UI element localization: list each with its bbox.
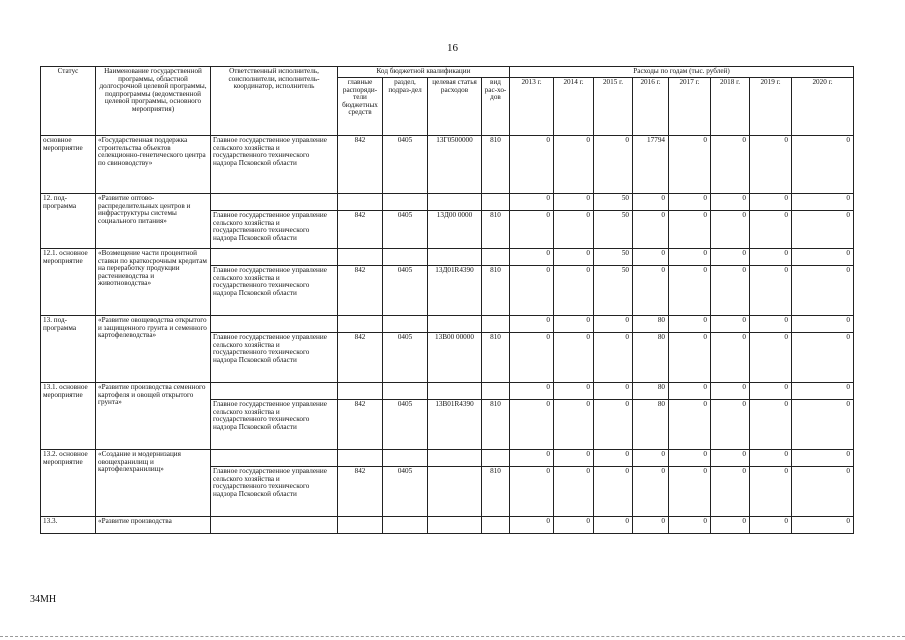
target-cell: 13В01R4390 xyxy=(428,400,482,450)
expense-cell: 0 xyxy=(792,266,854,316)
expense-cell: 0 xyxy=(594,450,633,467)
type-cell: 810 xyxy=(482,400,510,450)
expense-cell: 0 xyxy=(554,450,594,467)
expense-cell: 0 xyxy=(594,517,633,534)
expense-cell: 0 xyxy=(669,467,711,517)
status-cell: 12.1. основное мероприятие xyxy=(41,249,96,316)
target-cell xyxy=(428,249,482,266)
program-name-cell: «Возмещение части процентной ставки по краткосрочным кредитам на переработку продукции растениеводства и животноводства» xyxy=(96,249,211,316)
expense-cell: 0 xyxy=(669,400,711,450)
expense-cell: 0 xyxy=(750,450,792,467)
expense-cell: 0 xyxy=(633,467,669,517)
page-number: 16 xyxy=(447,42,458,54)
expense-cell: 0 xyxy=(554,316,594,333)
expense-cell: 80 xyxy=(633,400,669,450)
expense-cell: 50 xyxy=(594,194,633,211)
target-cell: 13В00 00000 xyxy=(428,333,482,383)
expense-cell: 0 xyxy=(669,136,711,194)
target-cell: 13Д00 0000 xyxy=(428,211,482,249)
expense-cell: 0 xyxy=(510,400,554,450)
expense-cell: 0 xyxy=(669,211,711,249)
expense-cell: 0 xyxy=(669,450,711,467)
expense-cell: 0 xyxy=(711,450,750,467)
header-type: вид рас-хо-дов xyxy=(482,78,510,136)
type-cell: 810 xyxy=(482,211,510,249)
executor-cell: Главное государственное управление сельского хозяйства и государственного технического надзора Псковской области xyxy=(211,400,338,450)
section-cell: 0405 xyxy=(383,400,428,450)
header-status: Статус xyxy=(41,67,96,136)
expense-cell: 0 xyxy=(594,467,633,517)
expense-cell: 0 xyxy=(554,194,594,211)
program-name-cell: «Государственная поддержка строительства объектов селекционно-генетического центра по свиноводству» xyxy=(96,136,211,194)
status-cell: основное мероприятие xyxy=(41,136,96,194)
expense-cell: 0 xyxy=(510,211,554,249)
executor-cell xyxy=(211,249,338,266)
expense-cell: 0 xyxy=(554,211,594,249)
expense-cell: 0 xyxy=(711,333,750,383)
expense-cell: 0 xyxy=(510,450,554,467)
expense-cell: 80 xyxy=(633,333,669,383)
expense-cell: 0 xyxy=(750,467,792,517)
expense-cell: 0 xyxy=(792,211,854,249)
target-cell xyxy=(428,383,482,400)
target-cell xyxy=(428,467,482,517)
table-row xyxy=(41,136,854,194)
type-cell: 810 xyxy=(482,136,510,194)
budget-table xyxy=(40,66,854,534)
expense-cell: 0 xyxy=(510,194,554,211)
grbs-cell xyxy=(338,383,383,400)
executor-cell: Главное государственное управление сельского хозяйства и государственного технического надзора Псковской области xyxy=(211,467,338,517)
header-name: Наименование государственной программы, областной долгосрочной целевой программы, подпрограммы (ведомственной целевой программы, основного мероприятия) xyxy=(96,67,211,136)
grbs-cell xyxy=(338,249,383,266)
expense-cell: 17794 xyxy=(633,136,669,194)
expense-cell: 0 xyxy=(750,400,792,450)
target-cell: 13Г0500000 xyxy=(428,136,482,194)
expense-cell: 50 xyxy=(594,249,633,266)
expense-cell: 0 xyxy=(633,266,669,316)
target-cell xyxy=(428,316,482,333)
expense-cell: 0 xyxy=(711,194,750,211)
expense-cell: 0 xyxy=(510,249,554,266)
section-cell: 0405 xyxy=(383,266,428,316)
header-section: раздел, подраз-дел xyxy=(383,78,428,136)
executor-cell: Главное государственное управление сельского хозяйства и государственного технического надзора Псковской области xyxy=(211,266,338,316)
program-name-cell: «Развитие овощеводства открытого и защищенного грунта и семенного картофелеводства» xyxy=(96,316,211,383)
grbs-cell xyxy=(338,316,383,333)
table-body xyxy=(41,136,854,534)
expense-cell: 0 xyxy=(510,467,554,517)
expense-cell: 0 xyxy=(510,136,554,194)
type-cell xyxy=(482,316,510,333)
expense-cell: 0 xyxy=(554,400,594,450)
type-cell: 810 xyxy=(482,333,510,383)
executor-cell xyxy=(211,316,338,333)
expense-cell: 50 xyxy=(594,266,633,316)
header-year-2019: 2019 г. xyxy=(750,78,792,136)
expense-cell: 0 xyxy=(633,517,669,534)
expense-cell: 0 xyxy=(510,517,554,534)
expense-cell: 0 xyxy=(711,400,750,450)
expense-cell: 0 xyxy=(711,467,750,517)
executor-cell xyxy=(211,450,338,467)
executor-cell: Главное государственное управление сельского хозяйства и государственного технического надзора Псковской области xyxy=(211,333,338,383)
section-cell xyxy=(383,383,428,400)
expense-cell: 0 xyxy=(554,383,594,400)
expense-cell: 80 xyxy=(633,383,669,400)
section-cell xyxy=(383,249,428,266)
grbs-cell: 842 xyxy=(338,211,383,249)
program-name-cell: «Создание и модернизация овощехранилищ и картофелехранилищ» xyxy=(96,450,211,517)
status-cell: 13. под-программа xyxy=(41,316,96,383)
section-cell xyxy=(383,517,428,534)
type-cell: 810 xyxy=(482,467,510,517)
grbs-cell xyxy=(338,194,383,211)
type-cell xyxy=(482,517,510,534)
expense-cell: 80 xyxy=(633,316,669,333)
header-target: целевая статья расходов xyxy=(428,78,482,136)
expense-cell: 0 xyxy=(669,333,711,383)
header-year-2015: 2015 г. xyxy=(594,78,633,136)
expense-cell: 0 xyxy=(554,467,594,517)
expense-cell: 0 xyxy=(633,450,669,467)
expense-cell: 0 xyxy=(792,517,854,534)
expense-cell: 0 xyxy=(792,333,854,383)
expense-cell: 0 xyxy=(633,211,669,249)
section-cell xyxy=(383,194,428,211)
header-expenses: Расходы по годам (тыс. рублей) xyxy=(510,67,854,78)
expense-cell: 0 xyxy=(510,266,554,316)
target-cell xyxy=(428,194,482,211)
program-name-cell: «Развитие производства xyxy=(96,517,211,534)
expense-cell: 0 xyxy=(711,316,750,333)
header-year-2016: 2016 г. xyxy=(633,78,669,136)
header-executor: Ответственный исполнитель, соисполнители, исполнитель-координатор, исполнитель xyxy=(211,67,338,136)
expense-cell: 0 xyxy=(750,316,792,333)
grbs-cell: 842 xyxy=(338,136,383,194)
expense-cell: 0 xyxy=(792,383,854,400)
table-row xyxy=(41,450,854,467)
expense-cell: 0 xyxy=(669,194,711,211)
expense-cell: 0 xyxy=(792,450,854,467)
expense-cell: 0 xyxy=(510,316,554,333)
status-cell: 13.3. xyxy=(41,517,96,534)
expense-cell: 0 xyxy=(750,517,792,534)
expense-cell: 0 xyxy=(792,194,854,211)
expense-cell: 0 xyxy=(669,266,711,316)
header-budget-code: Код бюджетной квалификации xyxy=(338,67,510,78)
footer-code: 34МН xyxy=(30,594,57,605)
header-grbs: главные распоряди-тели бюджетных средств xyxy=(338,78,383,136)
target-cell xyxy=(428,517,482,534)
expense-cell: 0 xyxy=(750,194,792,211)
expense-cell: 0 xyxy=(792,467,854,517)
expense-cell: 0 xyxy=(711,211,750,249)
grbs-cell: 842 xyxy=(338,333,383,383)
executor-cell: Главное государственное управление сельского хозяйства и государственного технического надзора Псковской области xyxy=(211,136,338,194)
header-year-2020: 2020 г. xyxy=(792,78,854,136)
section-cell: 0405 xyxy=(383,211,428,249)
expense-cell: 0 xyxy=(792,249,854,266)
table-row xyxy=(41,194,854,211)
table-row xyxy=(41,316,854,333)
expense-cell: 0 xyxy=(554,249,594,266)
expense-cell: 0 xyxy=(750,266,792,316)
expense-cell: 0 xyxy=(792,400,854,450)
expense-cell: 0 xyxy=(669,249,711,266)
executor-cell xyxy=(211,194,338,211)
expense-cell: 0 xyxy=(594,316,633,333)
expense-cell: 0 xyxy=(669,316,711,333)
expense-cell: 0 xyxy=(711,136,750,194)
expense-cell: 0 xyxy=(554,517,594,534)
section-cell: 0405 xyxy=(383,333,428,383)
expense-cell: 0 xyxy=(554,333,594,383)
expense-cell: 0 xyxy=(510,333,554,383)
header-year-2013: 2013 г. xyxy=(510,78,554,136)
expense-cell: 0 xyxy=(594,136,633,194)
executor-cell xyxy=(211,383,338,400)
expense-cell: 0 xyxy=(711,383,750,400)
expense-cell: 50 xyxy=(594,211,633,249)
type-cell xyxy=(482,194,510,211)
expense-cell: 0 xyxy=(594,333,633,383)
table-row xyxy=(41,383,854,400)
expense-cell: 0 xyxy=(750,136,792,194)
status-cell: 13.1. основное мероприятие xyxy=(41,383,96,450)
target-cell: 13Д01R4390 xyxy=(428,266,482,316)
expense-cell: 0 xyxy=(594,400,633,450)
expense-cell: 0 xyxy=(669,517,711,534)
expense-cell: 0 xyxy=(594,383,633,400)
section-cell xyxy=(383,316,428,333)
expense-cell: 0 xyxy=(633,249,669,266)
grbs-cell: 842 xyxy=(338,266,383,316)
executor-cell: Главное государственное управление сельского хозяйства и государственного технического надзора Псковской области xyxy=(211,211,338,249)
grbs-cell: 842 xyxy=(338,467,383,517)
page-edge-line xyxy=(0,636,905,637)
target-cell xyxy=(428,450,482,467)
section-cell xyxy=(383,450,428,467)
program-name-cell: «Развитие производства семенного картофеля и овощей открытого грунта» xyxy=(96,383,211,450)
header-year-2018: 2018 г. xyxy=(711,78,750,136)
expense-cell: 0 xyxy=(792,136,854,194)
expense-cell: 0 xyxy=(750,333,792,383)
expense-cell: 0 xyxy=(750,211,792,249)
table-row xyxy=(41,249,854,266)
grbs-cell xyxy=(338,450,383,467)
header-year-2014: 2014 г. xyxy=(554,78,594,136)
type-cell xyxy=(482,450,510,467)
grbs-cell xyxy=(338,517,383,534)
expense-cell: 0 xyxy=(711,266,750,316)
expense-cell: 0 xyxy=(792,316,854,333)
expense-cell: 0 xyxy=(510,383,554,400)
status-cell: 13.2. основное мероприятие xyxy=(41,450,96,517)
program-name-cell: «Развитие оптово-распределительных центров и инфраструктуры системы социального питания» xyxy=(96,194,211,249)
expense-cell: 0 xyxy=(711,517,750,534)
status-cell: 12. под-программа xyxy=(41,194,96,249)
expense-cell: 0 xyxy=(750,383,792,400)
section-cell: 0405 xyxy=(383,136,428,194)
section-cell: 0405 xyxy=(383,467,428,517)
executor-cell xyxy=(211,517,338,534)
expense-cell: 0 xyxy=(711,249,750,266)
type-cell: 810 xyxy=(482,266,510,316)
grbs-cell: 842 xyxy=(338,400,383,450)
expense-cell: 0 xyxy=(554,136,594,194)
expense-cell: 0 xyxy=(633,194,669,211)
expense-cell: 0 xyxy=(750,249,792,266)
type-cell xyxy=(482,383,510,400)
expense-cell: 0 xyxy=(554,266,594,316)
table-row xyxy=(41,517,854,534)
type-cell xyxy=(482,249,510,266)
header-year-2017: 2017 г. xyxy=(669,78,711,136)
expense-cell: 0 xyxy=(669,383,711,400)
